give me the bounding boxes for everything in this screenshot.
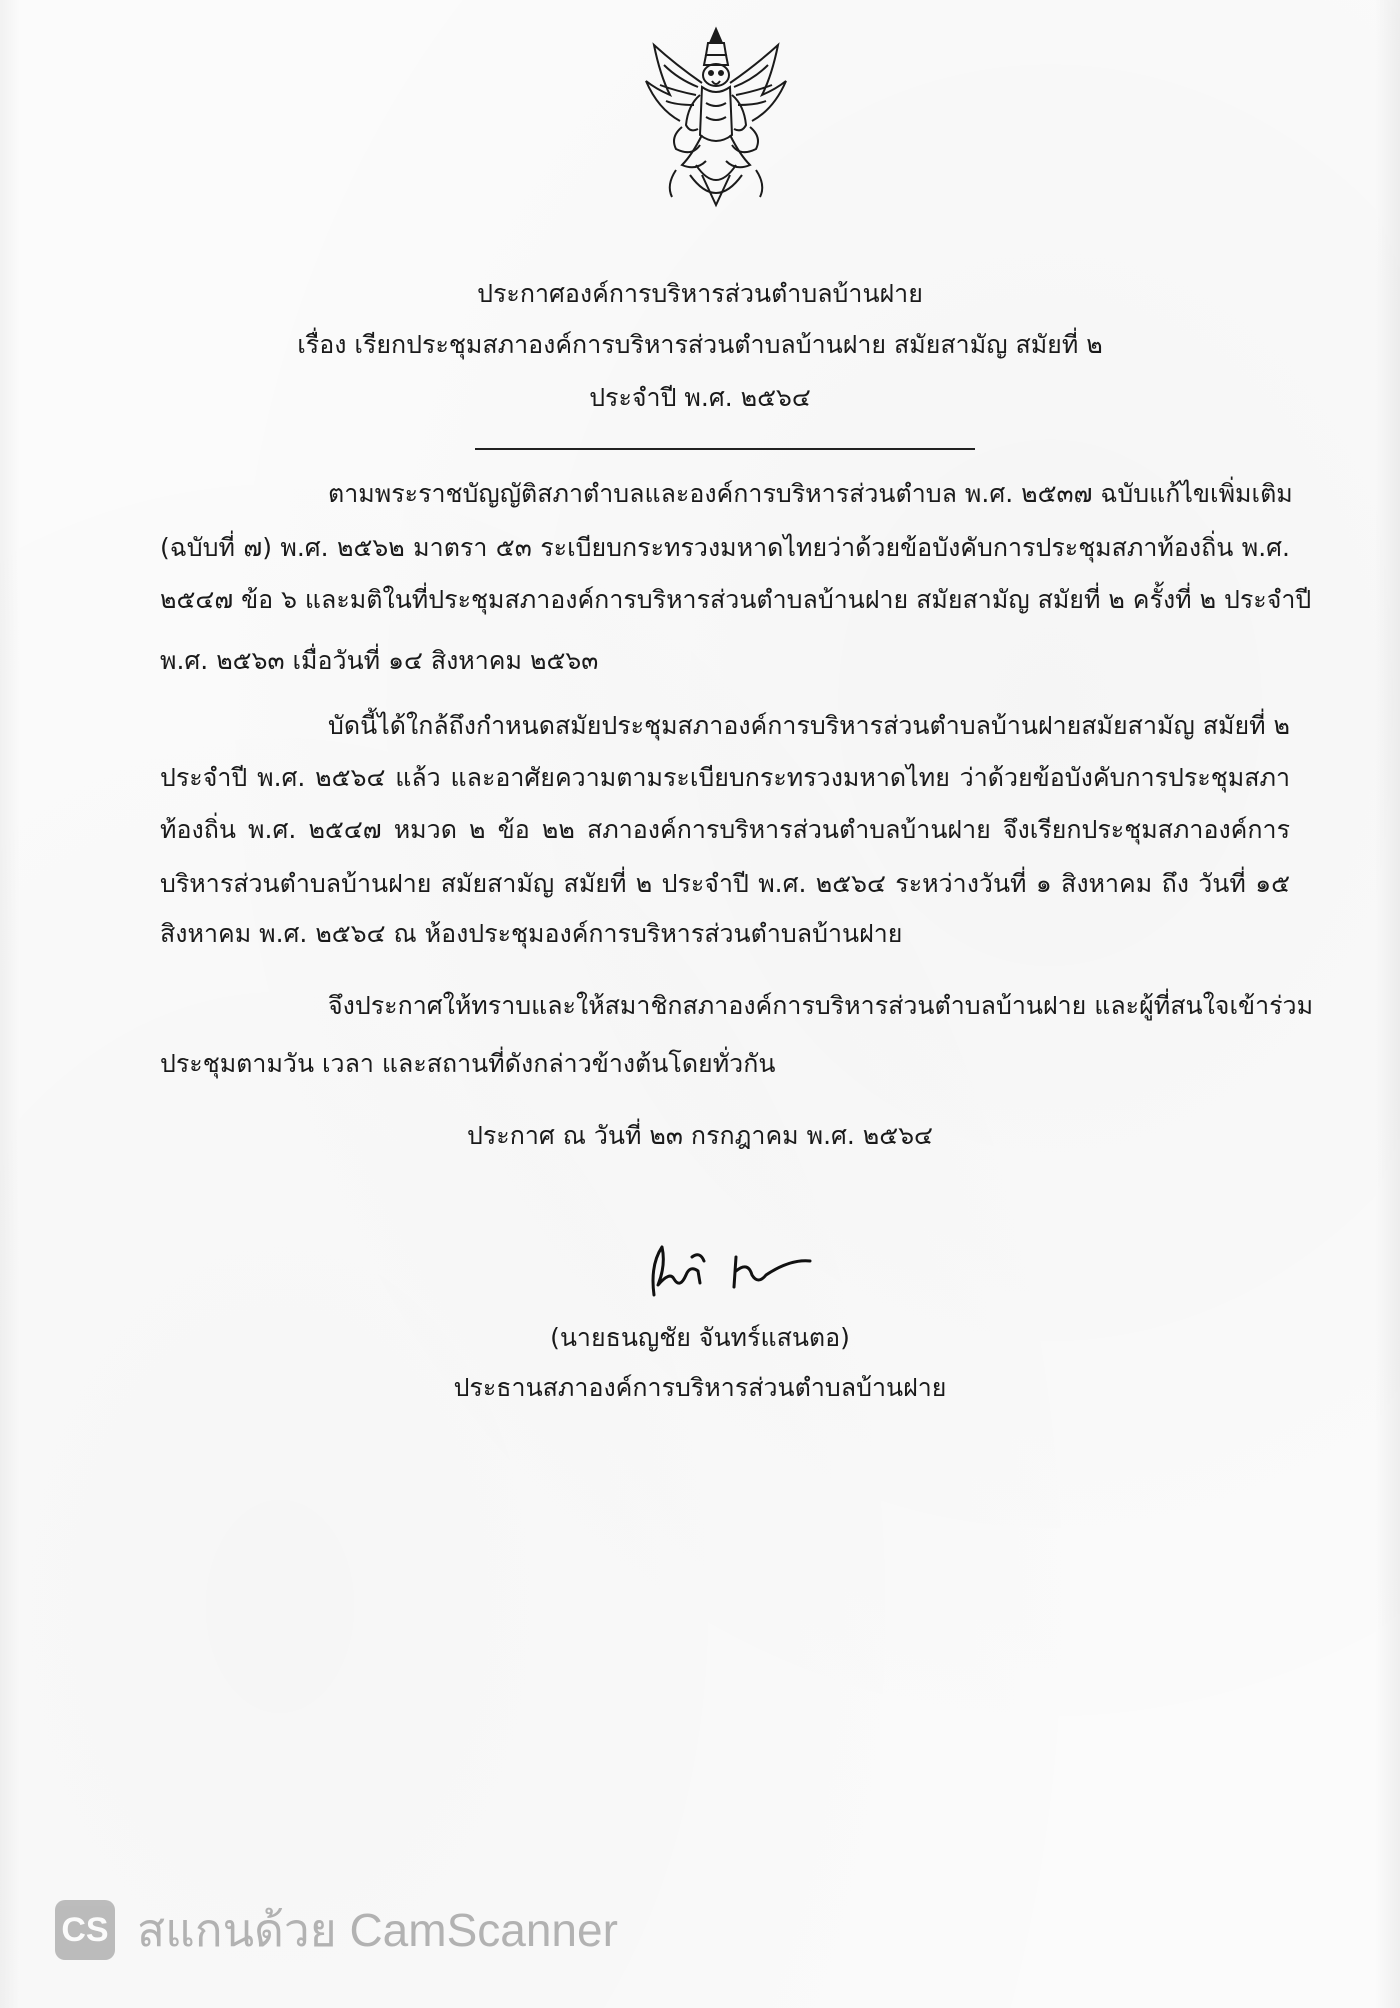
- paragraph-1-line-3: ๒๕๔๗ ข้อ ๖ และมติในที่ประชุมสภาองค์การบริหารส่วนตำบลบ้านฝาย สมัยสามัญ สมัยที่ ๒ ครั้งที่ ๒ ประจำปี: [160, 585, 1312, 614]
- paragraph-2-line-3: ท้องถิ่น พ.ศ. ๒๕๔๗ หมวด ๒ ข้อ ๒๒ สภาองค์การบริหารส่วนตำบลบ้านฝาย จึงเรียกประชุมสภาองค์การ: [160, 815, 1290, 844]
- camscanner-text: สแกนด้วย CamScanner: [137, 1903, 618, 1956]
- signature-icon: [640, 1235, 820, 1305]
- paragraph-3-line-1: จึงประกาศให้ทราบและให้สมาชิกสภาองค์การบริหารส่วนตำบลบ้านฝาย และผู้ที่สนใจเข้าร่วม: [328, 991, 1314, 1020]
- paragraph-2-line-2: ประจำปี พ.ศ. ๒๕๖๔ แล้ว และอาศัยความตามระเบียบกระทรวงมหาดไทย ว่าด้วยข้อบังคับการประชุมสภา: [160, 763, 1290, 792]
- signer-name: (นายธนญชัย จันทร์แสนตอ): [550, 1323, 850, 1352]
- document-year: ประจำปี พ.ศ. ๒๕๖๔: [589, 383, 811, 412]
- paragraph-2-line-1: บัดนี้ได้ใกล้ถึงกำหนดสมัยประชุมสภาองค์การบริหารส่วนตำบลบ้านฝายสมัยสามัญ สมัยที่ ๒: [328, 711, 1290, 740]
- paragraph-3-line-2: ประชุมตามวัน เวลา และสถานที่ดังกล่าวข้างต้นโดยทั่วกัน: [160, 1049, 776, 1078]
- paragraph-1-line-4: พ.ศ. ๒๕๖๓ เมื่อวันที่ ๑๔ สิงหาคม ๒๕๖๓: [160, 646, 599, 675]
- document-subject: เรื่อง เรียกประชุมสภาองค์การบริหารส่วนตำบลบ้านฝาย สมัยสามัญ สมัยที่ ๒: [297, 330, 1103, 359]
- document-title: ประกาศองค์การบริหารส่วนตำบลบ้านฝาย: [477, 279, 923, 308]
- paragraph-2-line-5: สิงหาคม พ.ศ. ๒๕๖๔ ณ ห้องประชุมองค์การบริหารส่วนตำบลบ้านฝาย: [160, 919, 903, 948]
- garuda-emblem-icon: [636, 25, 796, 215]
- announcement-date: ประกาศ ณ วันที่ ๒๓ กรกฎาคม พ.ศ. ๒๕๖๔: [467, 1121, 933, 1150]
- paragraph-1-line-1: ตามพระราชบัญญัติสภาตำบลและองค์การบริหารส่วนตำบล พ.ศ. ๒๕๓๗ ฉบับแก้ไขเพิ่มเติม: [328, 479, 1293, 508]
- paragraph-1-line-2: (ฉบับที่ ๗) พ.ศ. ๒๕๖๒ มาตรา ๕๓ ระเบียบกระทรวงมหาดไทยว่าด้วยข้อบังคับการประชุมสภาท้องถิ่น พ.ศ.: [160, 533, 1290, 562]
- signer-position: ประธานสภาองค์การบริหารส่วนตำบลบ้านฝาย: [453, 1373, 947, 1402]
- camscanner-logo-icon: CS: [55, 1900, 115, 1960]
- header-divider: [475, 448, 975, 450]
- camscanner-watermark: [55, 1898, 618, 1962]
- paragraph-2-line-4: บริหารส่วนตำบลบ้านฝาย สมัยสามัญ สมัยที่ ๒ ประจำปี พ.ศ. ๒๕๖๔ ระหว่างวันที่ ๑ สิงหาคม ถึง วันที่ ๑๕: [160, 869, 1290, 898]
